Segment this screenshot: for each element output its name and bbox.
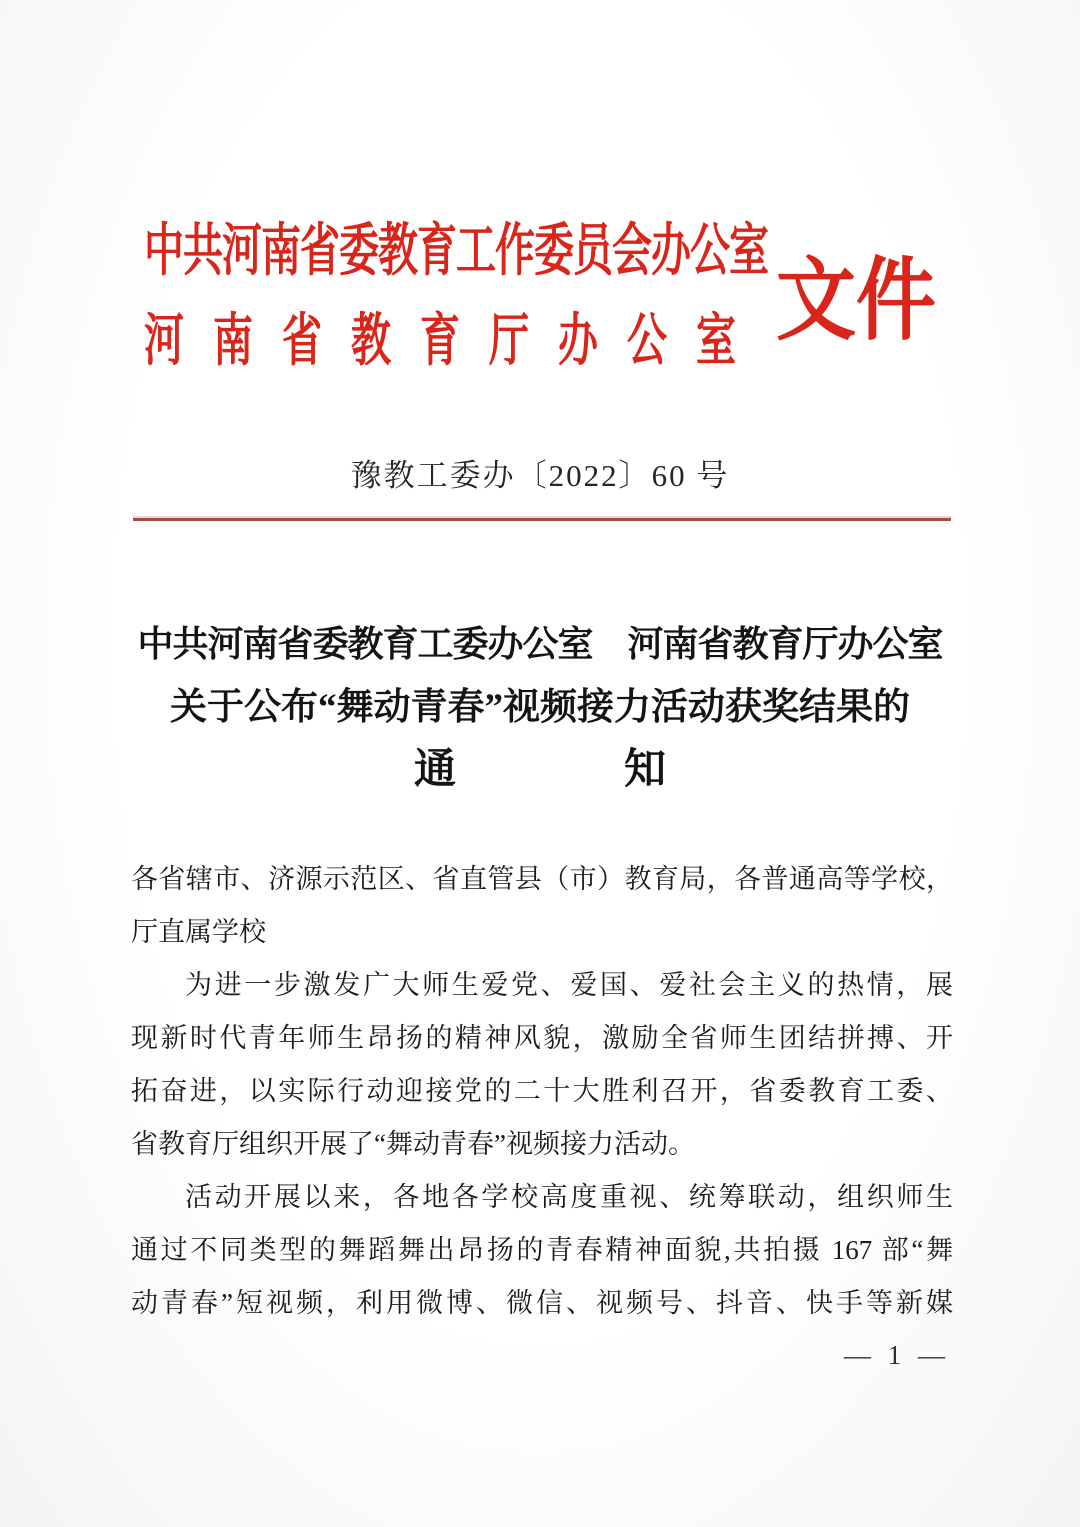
red-divider-line (133, 518, 951, 521)
letterhead-org-line-2: 河南省教育厅办公室 (144, 308, 765, 373)
body-line-para1-4: 省教育厅组织开展了“舞动青春”视频接力活动。 (131, 1129, 695, 1159)
title-line-3: 通 知 (413, 747, 666, 793)
body-line-para2-1: 活动开展以来，各地各学校高度重视、统筹联动，组织师生 (185, 1182, 953, 1212)
title-line-2: 关于公布“舞动青春”视频接力活动获奖结果的 (170, 687, 910, 728)
document-letterhead (144, 206, 936, 386)
document-reference-number: 豫教工委办〔2022〕60 号 (350, 458, 730, 493)
body-line-addressees-1: 各省辖市、济源示范区、省直管县（市）教育局，各普通高等学校， (131, 864, 953, 894)
body-line-para1-2: 现新时代青年师生昂扬的精神风貌，激励全省师生团结拼搏、开 (131, 1023, 953, 1053)
letterhead-org-line-1: 中共河南省委教育工作委员会办公室 (144, 218, 768, 283)
title-line-1: 中共河南省委教育工委办公室 河南省教育厅办公室 (137, 624, 943, 664)
body-line-para1-1: 为进一步激发广大师生爱党、爱国、爱社会主义的热情，展 (185, 970, 953, 1000)
body-line-addressees-2: 厅直属学校 (131, 917, 266, 947)
letterhead-org-names (144, 206, 766, 386)
body-line-para1-3: 拓奋进，以实际行动迎接党的二十大胜利召开，省委教育工委、 (131, 1076, 953, 1106)
page-number: — 1 — (844, 1340, 950, 1370)
letterhead-document-suffix: 文件 (776, 252, 936, 352)
body-line-para2-3: 动青春”短视频，利用微博、微信、视频号、抖音、快手等新媒 (131, 1288, 953, 1318)
body-line-para2-2: 通过不同类型的舞蹈舞出昂扬的青春精神面貌,共拍摄 167 部“舞 (131, 1235, 953, 1265)
body-paragraphs (131, 853, 953, 1330)
